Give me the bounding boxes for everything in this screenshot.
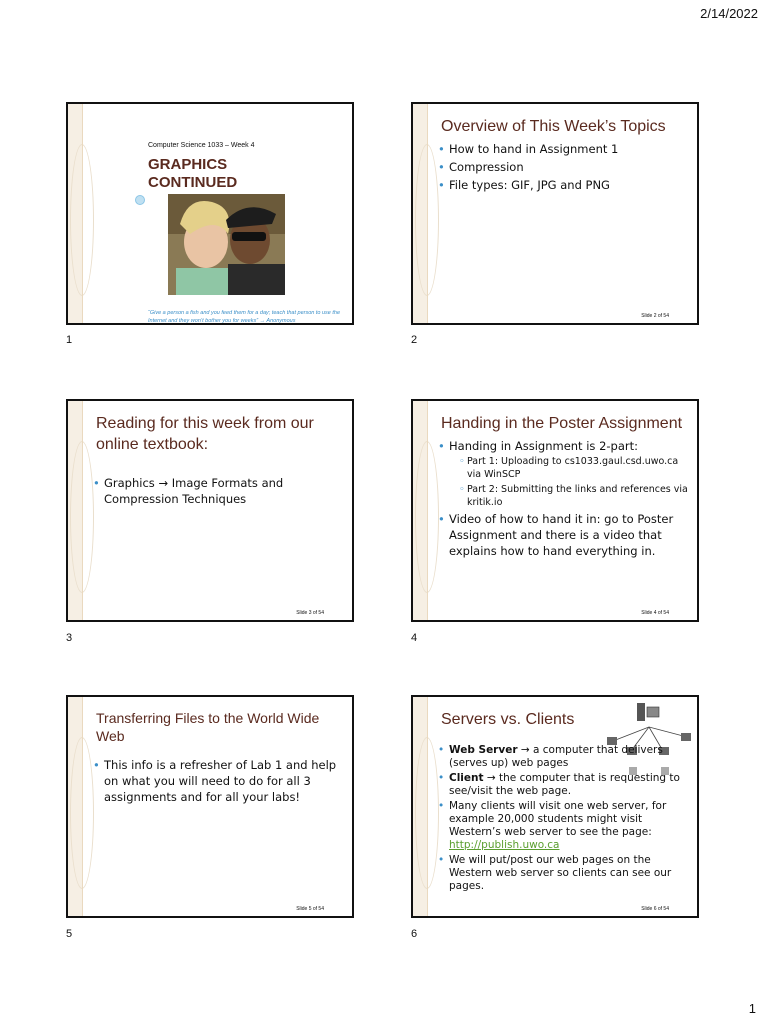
bullet-dot-icon <box>135 195 145 205</box>
slide-footer: Slide 5 of 54 <box>296 906 324 912</box>
list-item: • Client → the computer that is requesting to see/visit the web page. <box>437 772 689 798</box>
slide-3 <box>66 399 354 622</box>
publish-link[interactable]: http://publish.uwo.ca <box>449 839 560 851</box>
slide-number-4: 4 <box>411 632 418 644</box>
bullet-list <box>437 744 689 893</box>
bullet-list <box>92 475 344 507</box>
date-header: 2/14/2022 <box>700 6 758 21</box>
slide-1 <box>66 102 354 325</box>
slide-footer: Slide 2 of 54 <box>641 313 669 319</box>
slide-1-title: GRAPHICS CONTINUED <box>148 156 238 191</box>
slide-1-course: Computer Science 1033 – Week 4 <box>148 142 255 149</box>
slide-title: Servers vs. Clients <box>441 711 575 728</box>
bullet-list <box>437 141 689 193</box>
list-item: • How to hand in Assignment 1 <box>437 141 689 157</box>
bullet-list <box>92 757 344 805</box>
sub-list <box>449 455 689 509</box>
slide-5 <box>66 695 354 918</box>
page-number: 1 <box>748 1001 756 1016</box>
slide-title: Overview of This Week’s Topics <box>441 118 666 135</box>
slide-1-photo <box>168 194 285 295</box>
slide-number-3: 3 <box>66 632 73 644</box>
slide-number-6: 6 <box>411 928 418 940</box>
slide-title: Reading for this week from our online textbook: <box>96 415 314 453</box>
list-item: • Web Server → a computer that delivers (serves up) web pages <box>437 744 689 770</box>
slide-1-quote: “Give a person a fish and you feed them for a day; teach that person to use the Internet and they won’t bother you for weeks” → Anonymous <box>148 310 341 324</box>
list-item: • File types: GIF, JPG and PNG <box>437 177 689 193</box>
slide-number-2: 2 <box>411 334 418 346</box>
slide-2 <box>411 102 699 325</box>
slide-6 <box>411 695 699 918</box>
list-item: • Graphics → Image Formats and Compression Techniques <box>92 475 344 507</box>
bullet-list <box>437 438 689 559</box>
list-item: • We will put/post our web pages on the Western web server so clients can see our pages. <box>437 854 689 893</box>
list-item: • Video of how to hand it in: go to Poster Assignment and there is a video that explains how to hand everything in. <box>437 511 689 559</box>
list-item: • Compression <box>437 159 689 175</box>
list-item: • Handing in Assignment is 2-part: ◦ Part 1: Uploading to cs1033.gaul.csd.uwo.ca via WinSCP ◦ Part 2: Submitting the links and references via kritik.io <box>437 438 689 509</box>
slide-title: Transferring Files to the World Wide Web <box>96 710 320 744</box>
list-item: • Many clients will visit one web server, for example 20,000 students might visit Western’s web server to see the page: http://publish.uwo.ca <box>437 800 689 852</box>
sub-item: ◦ Part 1: Uploading to cs1033.gaul.csd.uwo.ca via WinSCP <box>459 455 689 481</box>
slide-title: Handing in the Poster Assignment <box>441 415 683 432</box>
slide-number-1: 1 <box>66 334 73 346</box>
sub-item: ◦ Part 2: Submitting the links and references via kritik.io <box>459 483 689 509</box>
slide-4 <box>411 399 699 622</box>
slide-footer: Slide 4 of 54 <box>641 610 669 616</box>
slide-number-5: 5 <box>66 928 73 940</box>
slide-footer: Slide 6 of 54 <box>641 906 669 912</box>
list-item: • This info is a refresher of Lab 1 and help on what you will need to do for all 3 assignments and for all your labs! <box>92 757 344 805</box>
slide-footer: Slide 3 of 54 <box>296 610 324 616</box>
